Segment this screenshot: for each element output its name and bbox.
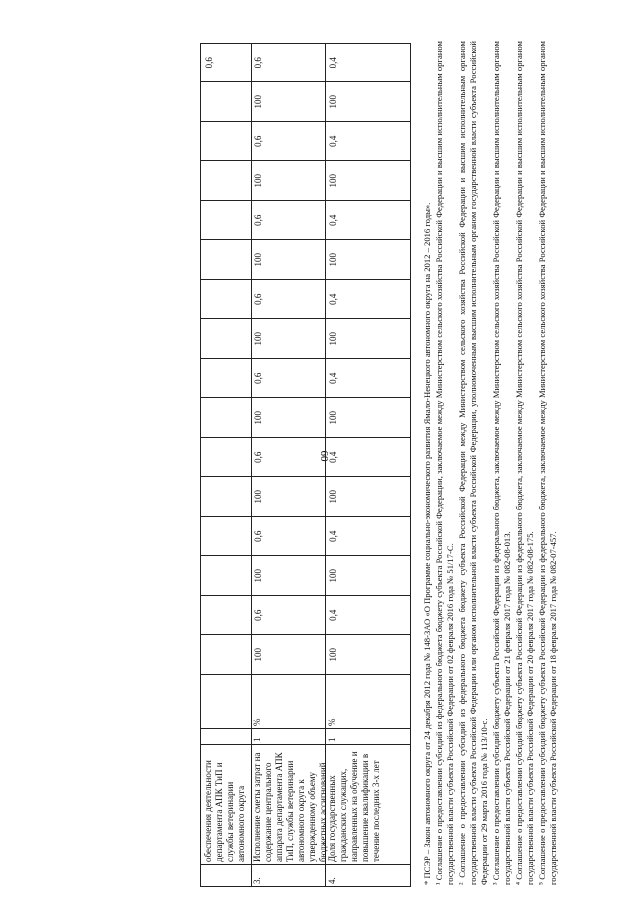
value-cell bbox=[250, 596, 325, 636]
value-cell bbox=[250, 438, 325, 478]
value-cell bbox=[250, 359, 325, 399]
value-text: 0,4 bbox=[328, 293, 338, 305]
indicator-name-cell-text: обеспечения деятельности департамента АПК ТиП и службы ветеринарии автономного округа bbox=[203, 760, 246, 862]
value-cell bbox=[250, 478, 325, 518]
value-text: 100 bbox=[328, 648, 338, 662]
value-cell bbox=[201, 83, 251, 123]
table-row bbox=[250, 43, 326, 887]
value-cell bbox=[250, 122, 325, 162]
unit-cell-text: % bbox=[252, 718, 262, 726]
value-cell bbox=[201, 320, 251, 360]
row-number-cell bbox=[201, 865, 251, 887]
value-cell bbox=[201, 557, 251, 597]
value-text: 0,4 bbox=[328, 372, 338, 384]
page-number: 60 bbox=[318, 450, 330, 462]
value-text: 100 bbox=[328, 95, 338, 109]
indicator-name-cell bbox=[250, 745, 328, 865]
value-text: 100 bbox=[253, 411, 263, 425]
unit-cell bbox=[201, 675, 251, 729]
value-text: 100 bbox=[328, 411, 338, 425]
value-cell bbox=[201, 399, 251, 439]
table-row bbox=[325, 43, 411, 887]
value-cell bbox=[201, 280, 251, 320]
indicator-table bbox=[200, 43, 410, 887]
value-text: 100 bbox=[253, 569, 263, 583]
footnote: ¹ Соглашение о предоставлении субсидий из федерального бюджета бюджету субъекта Российской Федерации, заключаемое между Министерством сельского хозяйства Российской Федерации и высшим исполнительным органом государственной власти субъекта Российской Федерации от 02 февраля 2016 года № 51/17-С. bbox=[434, 41, 455, 885]
value-cell bbox=[250, 162, 325, 202]
footnote: ² Соглашение о предоставлении субсидий из федерального бюджета бюджету субъекта Российской Федерации между Министерством сельского хозяйства Российской Федерации и высшим исполнительным органом государственной власти субъекта Российской Федерации или органом исполнительной власти субъекта Российской Федерации, уполномоченным высшим исполнительным органом государственной власти субъекта Российской Федерации от 29 марта 2016 года № 113/10-с. bbox=[457, 41, 489, 885]
value-cell bbox=[325, 241, 410, 281]
row-number-cell-text: 4. bbox=[327, 877, 337, 884]
value-cell bbox=[325, 557, 410, 597]
value-text: 0,4 bbox=[328, 451, 338, 463]
indicator-name-cell-text: Исполнение сметы затрат на содержание центрального аппарата департамента АПК ТиП, службы ветеринарии автономного округа к утвержденному объему бюджетных ассигнований bbox=[252, 752, 328, 862]
value-text: 0,6 bbox=[253, 135, 263, 147]
value-cell bbox=[201, 359, 251, 399]
value-cell bbox=[250, 557, 325, 597]
table-row bbox=[200, 43, 252, 887]
value-text: 0,4 bbox=[328, 214, 338, 226]
footnote: ⁴ Соглашение о предоставлении субсидий бюджету субъекта Российской Федерации из федерального бюджета, заключаемое между Министерством сельского хозяйства Российской Федерации и высшим исполнительным органом государственной власти субъекта Российской Федерации от 20 февраля 2017 года № 082-08-175. bbox=[514, 41, 535, 885]
value-text: 0,6 bbox=[253, 372, 263, 384]
value-cell bbox=[250, 43, 325, 83]
weight-cell-text: 1 bbox=[252, 737, 262, 742]
indicator-name-cell bbox=[325, 745, 410, 865]
value-cell bbox=[250, 517, 325, 557]
value-text: 100 bbox=[328, 332, 338, 346]
footnote: * ПСЭР – Закон автономного округа от 24 декабря 2012 года № 148-ЗАО «О Программе социально-экономического развития Ямало-Ненецкого автономного округа на 2012 – 2016 годы». bbox=[422, 202, 432, 885]
unit-cell bbox=[325, 675, 410, 729]
value-text: 100 bbox=[253, 174, 263, 188]
value-text: 0,4 bbox=[328, 135, 338, 147]
unit-cell bbox=[250, 675, 325, 729]
weight-cell bbox=[201, 729, 251, 745]
value-text: 0,6 bbox=[253, 214, 263, 226]
value-text: 0,4 bbox=[328, 609, 338, 621]
value-cell bbox=[201, 596, 251, 636]
value-cell bbox=[325, 280, 410, 320]
value-text: 0,6 bbox=[253, 451, 263, 463]
row-number-cell bbox=[325, 865, 410, 887]
value-text: 100 bbox=[253, 332, 263, 346]
value-cell bbox=[325, 478, 410, 518]
value-cell bbox=[250, 399, 325, 439]
value-text: 0,4 bbox=[328, 57, 338, 69]
value-cell bbox=[201, 162, 251, 202]
value-text: 100 bbox=[328, 174, 338, 188]
value-cell bbox=[325, 596, 410, 636]
value-cell bbox=[325, 162, 410, 202]
unit-cell-text: % bbox=[327, 718, 337, 726]
row-number-cell-text: 3. bbox=[252, 877, 262, 884]
value-cell bbox=[250, 83, 325, 123]
value-cell bbox=[201, 517, 251, 557]
value-cell bbox=[250, 320, 325, 360]
value-cell bbox=[325, 320, 410, 360]
landscape-content bbox=[10, 33, 580, 893]
value-cell bbox=[325, 122, 410, 162]
value-text: 0,6 bbox=[253, 609, 263, 621]
footnotes bbox=[422, 41, 560, 885]
value-text: 100 bbox=[253, 95, 263, 109]
value-cell bbox=[201, 201, 251, 241]
footnote: ³ Соглашение о предоставлении субсидий бюджету субъекта Российской Федерации из федерального бюджета, заключаемое между Министерством сельского хозяйства Российской Федерации и высшим исполнительным органом государственной власти субъекта Российской Федерации от 21 февраля 2017 года № 082-08-013. bbox=[491, 41, 512, 885]
value-cell bbox=[325, 359, 410, 399]
value-cell bbox=[325, 517, 410, 557]
value-cell bbox=[325, 399, 410, 439]
value-cell bbox=[325, 636, 410, 676]
value-text: 100 bbox=[253, 490, 263, 504]
value-text: 100 bbox=[328, 253, 338, 267]
value-cell bbox=[201, 122, 251, 162]
indicator-name-cell-text: Доля государственных гражданских служащих, направленных на обучение и повышение квалификации в течение последних 3-х лет bbox=[327, 751, 381, 862]
value-text: 100 bbox=[328, 569, 338, 583]
value-text: 0,6 bbox=[253, 293, 263, 305]
value-cell bbox=[325, 438, 410, 478]
value-text: 0,4 bbox=[328, 530, 338, 542]
footnote: ⁵ Соглашение о предоставлении субсидий бюджету субъекта Российской Федерации из федерального бюджета, заключаемое между Министерством сельского хозяйства Российской Федерации и высшим исполнительным органом государственной власти субъекта Российской Федерации от 18 февраля 2017 года № 082-07-457. bbox=[537, 41, 558, 885]
value-text: 100 bbox=[328, 490, 338, 504]
weight-cell-text: 1 bbox=[327, 737, 337, 742]
value-cell bbox=[325, 83, 410, 123]
value-cell bbox=[250, 201, 325, 241]
value-text: 0,6 bbox=[253, 530, 263, 542]
value-cell bbox=[325, 201, 410, 241]
value-text: 0,6 bbox=[204, 57, 214, 69]
value-text: 0,6 bbox=[253, 57, 263, 69]
weight-cell bbox=[250, 729, 325, 745]
value-text: 100 bbox=[253, 648, 263, 662]
value-cell bbox=[250, 636, 325, 676]
value-cell bbox=[250, 241, 325, 281]
value-cell bbox=[201, 438, 251, 478]
value-cell bbox=[250, 280, 325, 320]
indicator-name-cell bbox=[201, 745, 251, 865]
value-cell bbox=[201, 241, 251, 281]
value-cell bbox=[201, 478, 251, 518]
value-cell bbox=[325, 43, 410, 83]
value-text: 100 bbox=[253, 253, 263, 267]
weight-cell bbox=[325, 729, 410, 745]
value-cell bbox=[201, 636, 251, 676]
row-number-cell bbox=[250, 865, 325, 887]
value-cell bbox=[201, 43, 251, 83]
